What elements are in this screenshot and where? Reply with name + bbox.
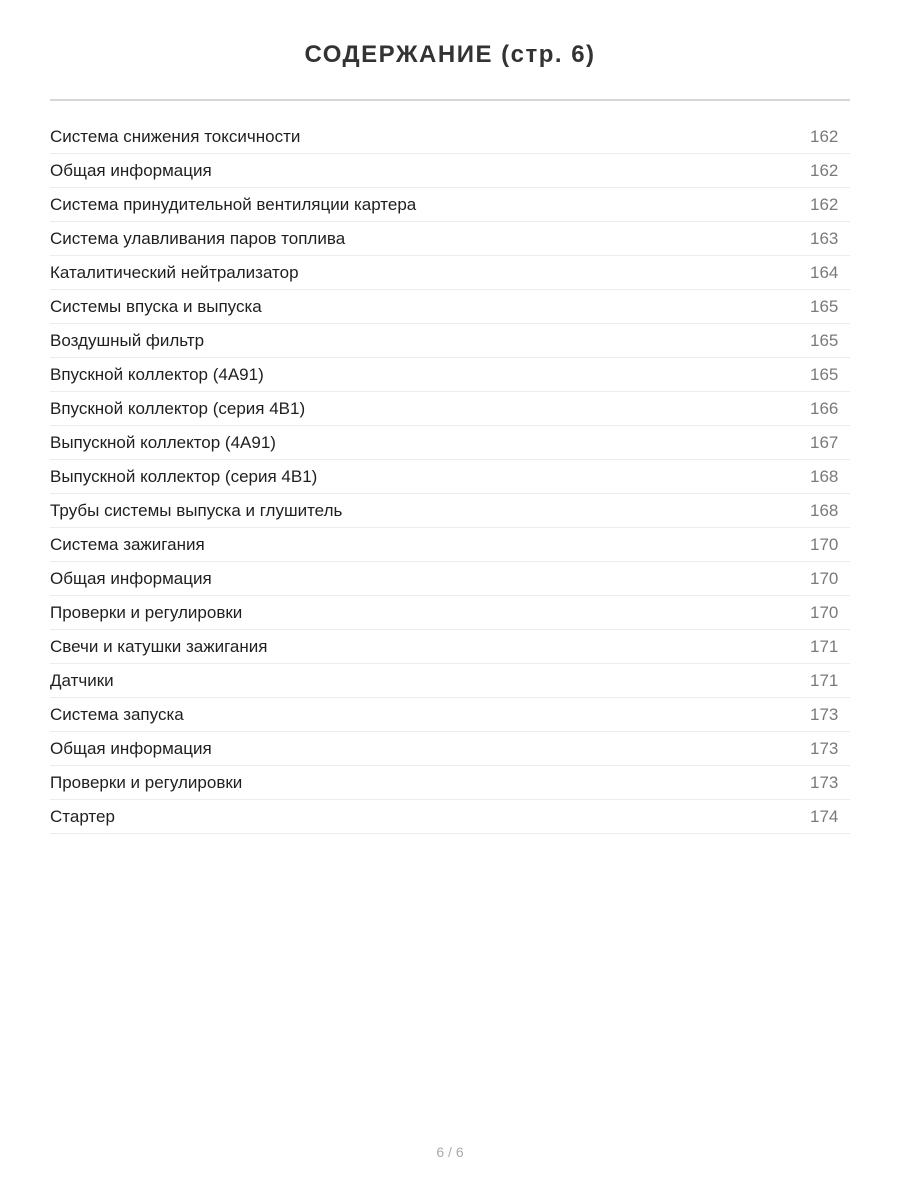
toc-entry-page-number: 165 xyxy=(810,331,839,350)
toc-entry[interactable] xyxy=(50,392,850,426)
toc-entry[interactable] xyxy=(50,596,850,630)
toc-entry[interactable] xyxy=(50,732,850,766)
toc-entry[interactable] xyxy=(50,222,850,256)
toc-entry-page-number: 163 xyxy=(810,229,839,248)
toc-entry-page-number: 168 xyxy=(810,467,839,486)
toc-entry-page-number: 168 xyxy=(810,501,839,520)
toc-entry-page-number: 173 xyxy=(810,705,839,724)
toc-entry-title: Впускной коллектор (серия 4B1) xyxy=(50,399,306,418)
toc-entry-page-number: 174 xyxy=(810,807,839,826)
toc-entry-title: Общая информация xyxy=(50,739,212,758)
page-number-footer: 6 / 6 xyxy=(436,1144,464,1160)
toc-entry-title: Общая информация xyxy=(50,569,212,588)
toc-entry[interactable] xyxy=(50,358,850,392)
toc-entry-page-number: 162 xyxy=(810,161,839,180)
toc-entry-title: Впускной коллектор (4A91) xyxy=(50,365,264,384)
toc-entry[interactable] xyxy=(50,664,850,698)
toc-entry[interactable] xyxy=(50,800,850,834)
toc-entry[interactable] xyxy=(50,426,850,460)
toc-entry-page-number: 162 xyxy=(810,195,839,214)
toc-entry-title: Проверки и регулировки xyxy=(50,603,243,622)
toc-entry-title: Проверки и регулировки xyxy=(50,773,243,792)
toc-entry-title: Каталитический нейтрализатор xyxy=(50,263,299,282)
toc-entry-title: Стартер xyxy=(50,807,115,826)
page-title: СОДЕРЖАНИЕ (стр. 6) xyxy=(304,41,596,68)
toc-entry-page-number: 170 xyxy=(810,603,839,622)
toc-entry-page-number: 170 xyxy=(810,535,839,554)
toc-entry-title: Трубы системы выпуска и глушитель xyxy=(50,501,343,520)
toc-entry-title: Система запуска xyxy=(50,705,184,724)
toc-entry-title: Система принудительной вентиляции картера xyxy=(50,195,417,214)
toc-entry-page-number: 166 xyxy=(810,399,839,418)
toc-entry-page-number: 167 xyxy=(810,433,839,452)
toc-entry-page-number: 173 xyxy=(810,739,839,758)
toc-entry[interactable] xyxy=(50,154,850,188)
toc-entry-title: Система улавливания паров топлива xyxy=(50,229,346,248)
toc-entry[interactable] xyxy=(50,120,850,154)
toc-entry[interactable] xyxy=(50,460,850,494)
title-divider xyxy=(50,99,850,101)
toc-entry-page-number: 170 xyxy=(810,569,839,588)
toc-entry-title: Система снижения токсичности xyxy=(50,127,301,146)
toc-entry-title: Выпускной коллектор (серия 4B1) xyxy=(50,467,318,486)
toc-entry-title: Свечи и катушки зажигания xyxy=(50,637,268,656)
toc-entry-title: Выпускной коллектор (4A91) xyxy=(50,433,276,452)
toc-entry-title: Общая информация xyxy=(50,161,212,180)
toc-entry[interactable] xyxy=(50,562,850,596)
toc-entry[interactable] xyxy=(50,494,850,528)
toc-entry[interactable] xyxy=(50,528,850,562)
toc-entry-title: Датчики xyxy=(50,671,114,690)
toc-entry-page-number: 171 xyxy=(810,637,839,656)
table-of-contents xyxy=(50,120,850,834)
toc-entry-page-number: 171 xyxy=(810,671,839,690)
toc-entry-page-number: 165 xyxy=(810,297,839,316)
toc-entry[interactable] xyxy=(50,188,850,222)
toc-entry[interactable] xyxy=(50,630,850,664)
toc-entry[interactable] xyxy=(50,698,850,732)
toc-entry-page-number: 164 xyxy=(810,263,839,282)
toc-entry-page-number: 173 xyxy=(810,773,839,792)
toc-entry[interactable] xyxy=(50,256,850,290)
toc-entry-title: Системы впуска и выпуска xyxy=(50,297,262,316)
toc-entry-page-number: 162 xyxy=(810,127,839,146)
toc-entry-page-number: 165 xyxy=(810,365,839,384)
toc-entry-title: Воздушный фильтр xyxy=(50,331,205,350)
toc-entry-title: Система зажигания xyxy=(50,535,205,554)
toc-entry[interactable] xyxy=(50,290,850,324)
toc-entry[interactable] xyxy=(50,324,850,358)
toc-entry[interactable] xyxy=(50,766,850,800)
